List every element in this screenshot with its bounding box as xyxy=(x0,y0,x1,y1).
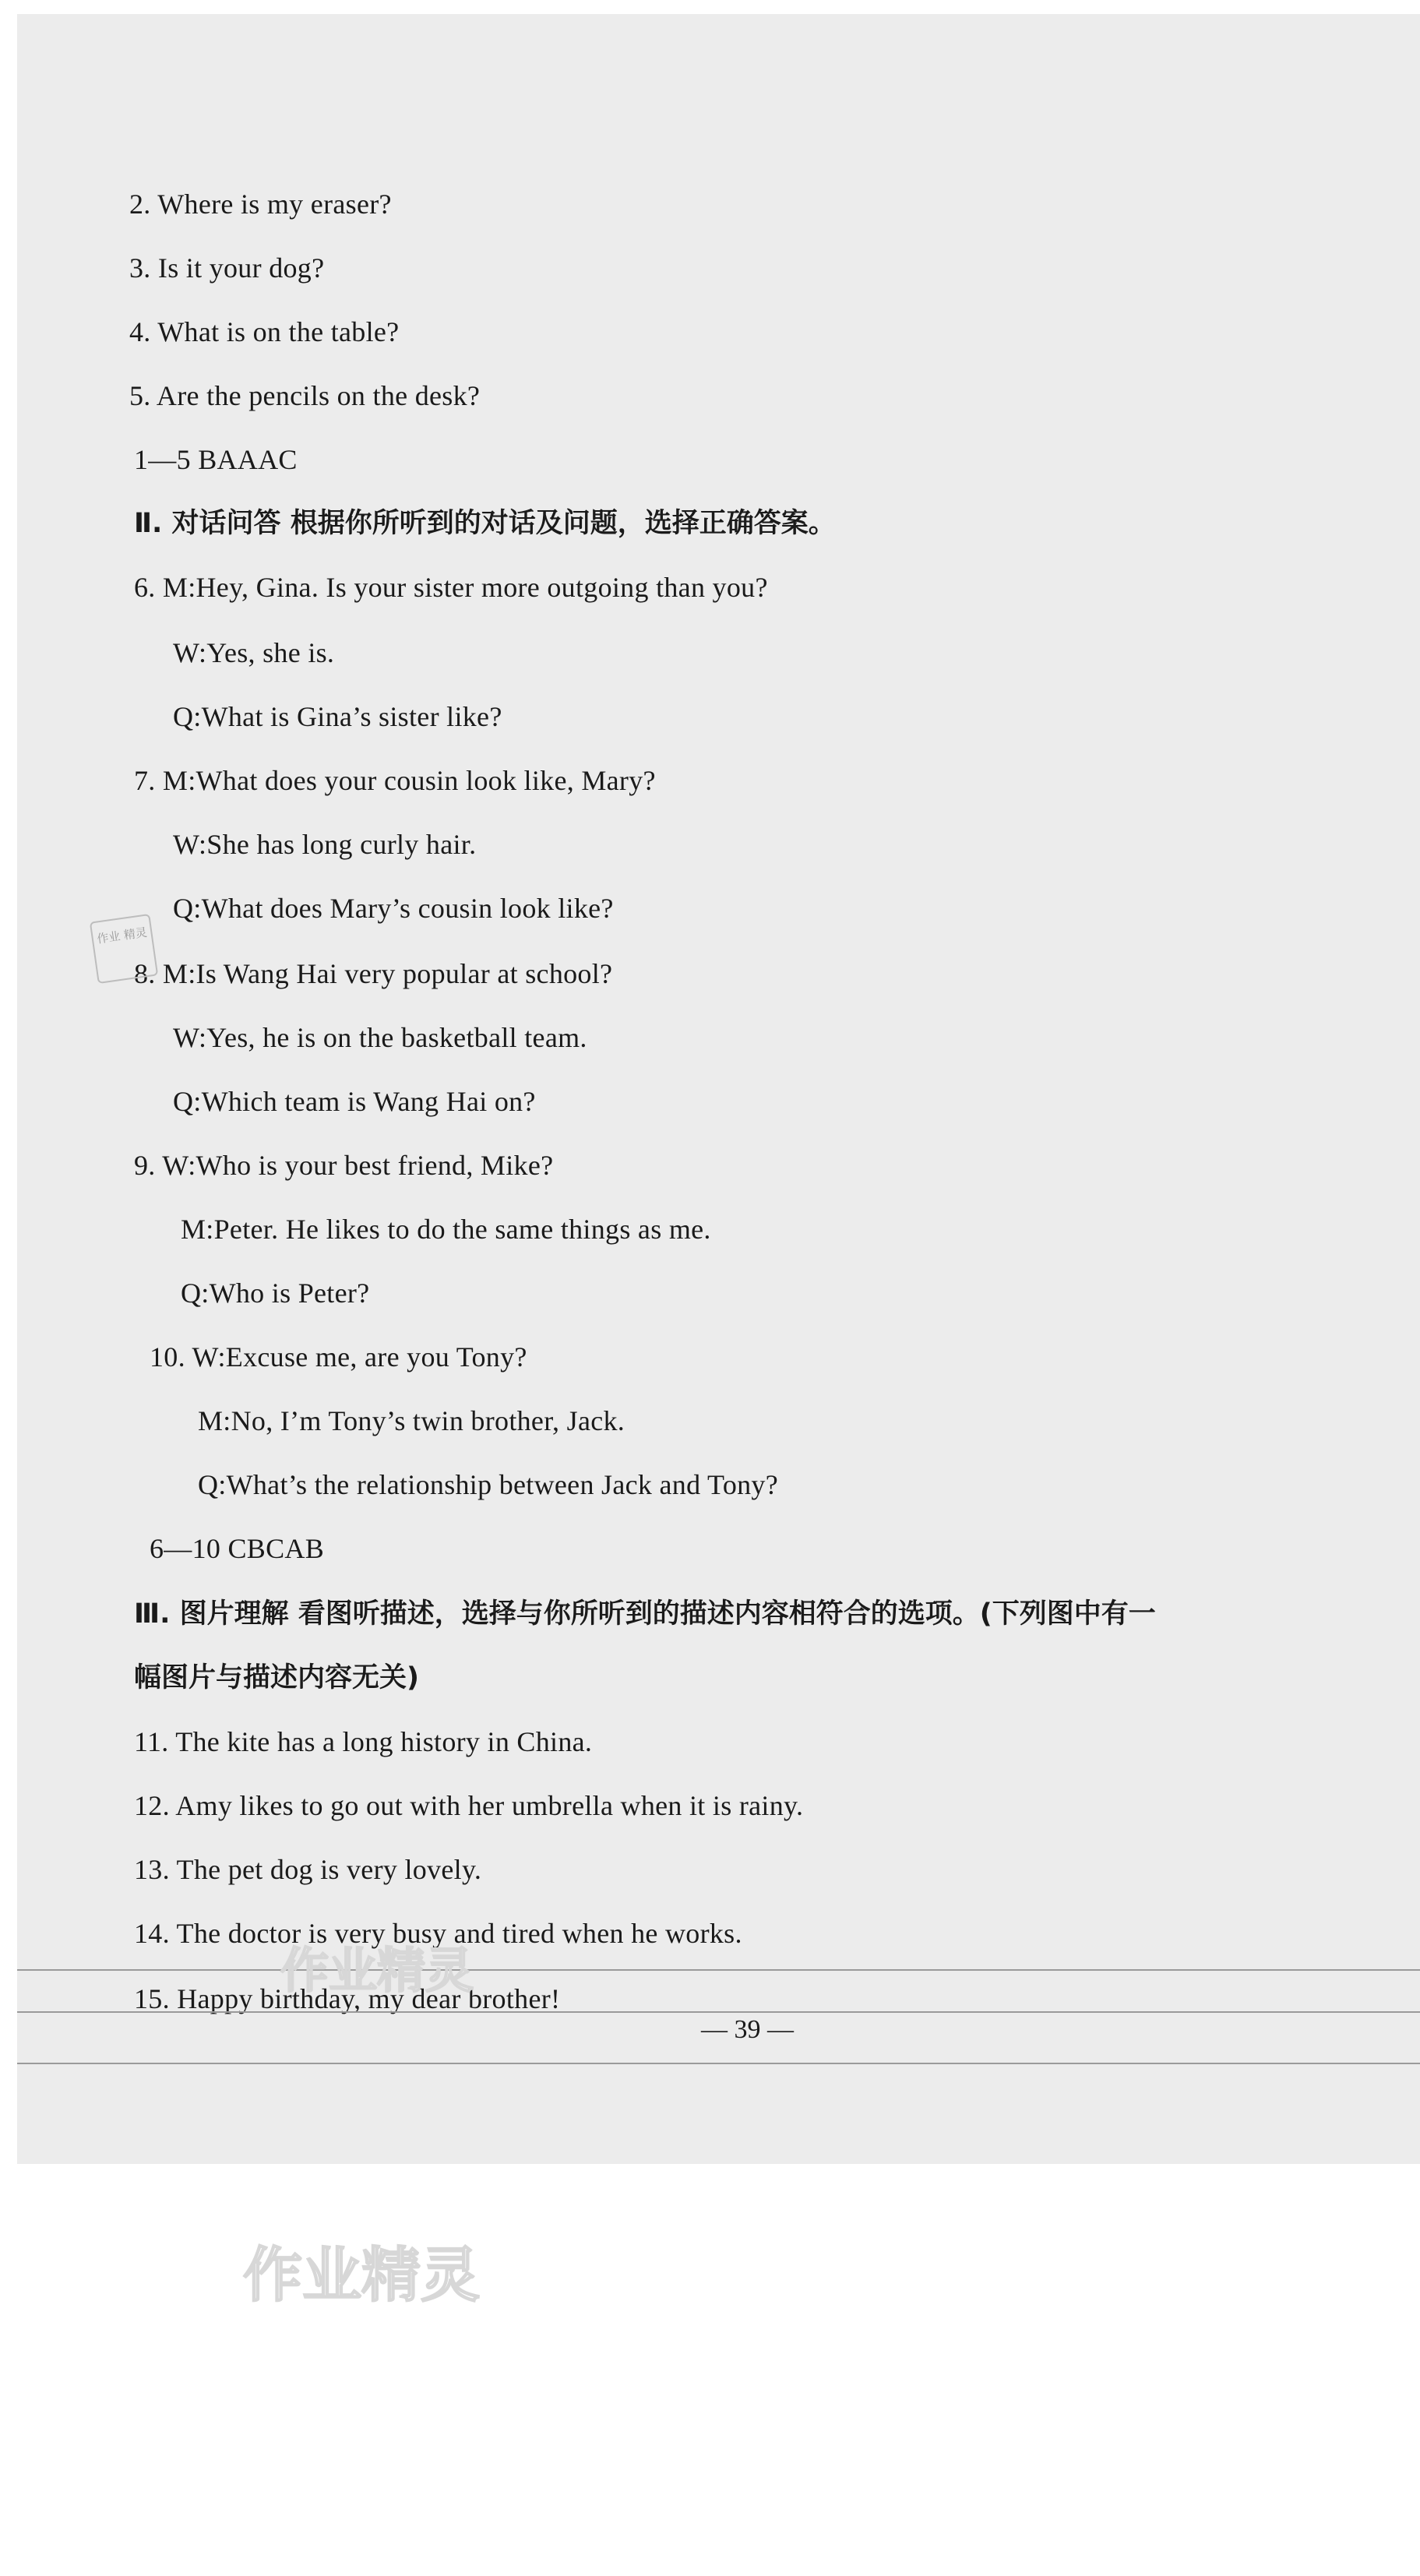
dialogue-6-answer: W:Yes, she is. xyxy=(173,637,335,668)
item-12: 12. Amy likes to go out with her umbrella when it is rainy. xyxy=(134,1790,804,1821)
answer-6-10: 6—10 CBCAB xyxy=(150,1533,325,1564)
section-3-heading-cont: 幅图片与描述内容无关) xyxy=(134,1662,419,1693)
watermark-mark-1: 作业精灵 xyxy=(280,1942,474,1999)
dialogue-6-line: 6. M:Hey, Gina. Is your sister more outgoing than you? xyxy=(134,572,768,603)
item-15: 15. Happy birthday, my dear brother! xyxy=(134,1983,561,2014)
section-3-heading: Ⅲ. 图片理解 看图听描述，选择与你所听到的描述内容相符合的选项。(下列图中有一 xyxy=(134,1598,1156,1630)
item-11: 11. The kite has a long history in China. xyxy=(134,1726,593,1757)
dialogue-9-answer: M:Peter. He likes to do the same things as me. xyxy=(181,1214,711,1245)
dialogue-7-line: 7. M:What does your cousin look like, Mary? xyxy=(134,765,656,796)
watermark-mark-2: 作业精灵 xyxy=(243,2240,480,2310)
footer-rule-top xyxy=(17,1969,1420,1971)
dialogue-7-answer: W:She has long curly hair. xyxy=(173,829,477,860)
dialogue-8-answer: W:Yes, he is on the basketball team. xyxy=(173,1022,587,1053)
answer-1-5: 1—5 BAAAC xyxy=(134,444,298,475)
dialogue-10-question: Q:What’s the relationship between Jack and Tony? xyxy=(198,1469,778,1500)
dialogue-9-question: Q:Who is Peter? xyxy=(181,1277,370,1309)
item-2: 2. Where is my eraser? xyxy=(129,189,392,220)
dialogue-9-line: 9. W:Who is your best friend, Mike? xyxy=(134,1150,554,1181)
dialogue-10-answer: M:No, I’m Tony’s twin brother, Jack. xyxy=(198,1405,625,1436)
footer-rule-mid xyxy=(17,2011,1420,2013)
item-3: 3. Is it your dog? xyxy=(129,252,325,284)
page-number: — 39 — xyxy=(701,2015,794,2044)
item-4: 4. What is on the table? xyxy=(129,316,400,347)
item-13: 13. The pet dog is very lovely. xyxy=(134,1854,482,1885)
dialogue-8-line: 8. M:Is Wang Hai very popular at school? xyxy=(134,958,613,989)
dialogue-10-line: 10. W:Excuse me, are you Tony? xyxy=(150,1341,527,1373)
section-2-heading: Ⅱ. 对话问答 根据你所听到的对话及问题，选择正确答案。 xyxy=(134,508,836,539)
dialogue-8-question: Q:Which team is Wang Hai on? xyxy=(173,1086,536,1117)
footer-rule-bottom xyxy=(17,2063,1420,2064)
item-5: 5. Are the pencils on the desk? xyxy=(129,380,481,411)
item-14: 14. The doctor is very busy and tired when he works. xyxy=(134,1918,742,1949)
dialogue-7-question: Q:What does Mary’s cousin look like? xyxy=(173,893,614,924)
stamp-logo: 作业 精灵 xyxy=(90,914,158,984)
dialogue-6-question: Q:What is Gina’s sister like? xyxy=(173,701,502,732)
